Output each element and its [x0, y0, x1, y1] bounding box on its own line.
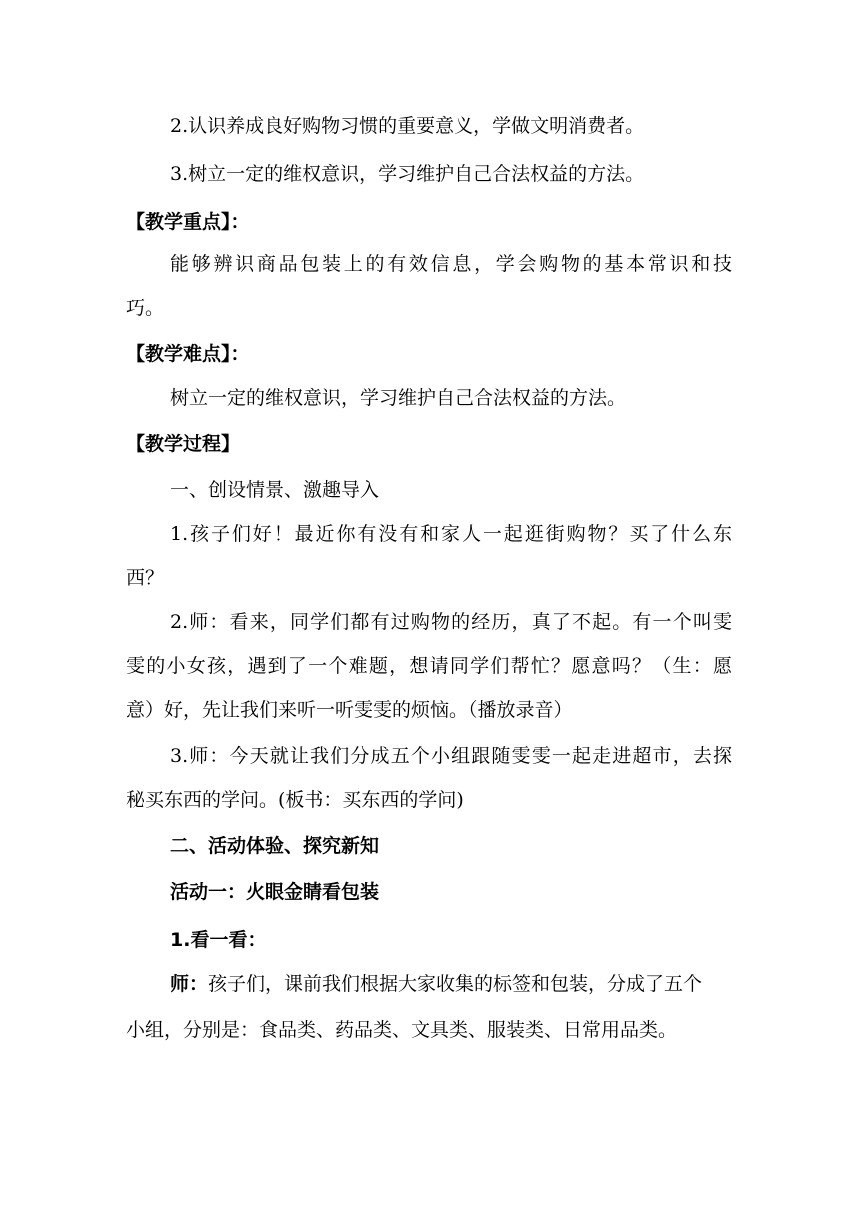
paragraph2-line3: 意）好，先让我们来听一听雯雯的烦恼。（播放录音） — [126, 699, 573, 721]
teacher-label: 师： — [170, 973, 209, 995]
paragraph3-line1: 3.师：今天就让我们分成五个小组跟随雯雯一起走进超市，去探 — [170, 745, 732, 767]
key-points-heading: 【教学重点】： — [126, 211, 250, 233]
step2-heading: 二、活动体验、探究新知 — [170, 835, 380, 857]
look-heading: 1.看一看： — [170, 929, 267, 951]
objective-3: 3.树立一定的维权意识，学习维护自己合法权益的方法。 — [170, 163, 645, 185]
paragraph2-line2: 雯的小女孩，遇到了一个难题，想请同学们帮忙？愿意吗？（生：愿 — [126, 655, 732, 677]
paragraph2-line1: 2.师：看来，同学们都有过购物的经历，真了不起。有一个叫雯 — [170, 611, 732, 633]
teacher-paragraph-line2: 小组，分别是：食品类、药品类、文具类、服装类、日常用品类。 — [126, 1019, 678, 1041]
difficulty-heading: 【教学难点】： — [126, 343, 250, 365]
key-points-text-line1: 能够辨识商品包装上的有效信息，学会购物的基本常识和技 — [170, 253, 732, 275]
teacher-line1-text: 孩子们，课前我们根据大家收集的标签和包装，分成了五个 — [208, 973, 703, 995]
paragraph1-line1: 1.孩子们好！最近你有没有和家人一起逛街购物？买了什么东 — [170, 523, 732, 545]
activity1-heading: 活动一：火眼金睛看包装 — [170, 881, 380, 903]
process-heading: 【教学过程】 — [126, 433, 241, 455]
paragraph1-line2: 西？ — [126, 567, 165, 589]
teacher-paragraph-line1 — [170, 972, 732, 996]
objective-2: 2.认识养成良好购物习惯的重要意义，学做文明消费者。 — [170, 115, 645, 137]
difficulty-text: 树立一定的维权意识，学习维护自己合法权益的方法。 — [170, 387, 627, 409]
step1-heading: 一、创设情景、激趣导入 — [170, 479, 380, 501]
key-points-text-line2: 巧。 — [126, 297, 165, 319]
paragraph3-line2: 秘买东西的学问。(板书：买东西的学问) — [126, 789, 464, 811]
